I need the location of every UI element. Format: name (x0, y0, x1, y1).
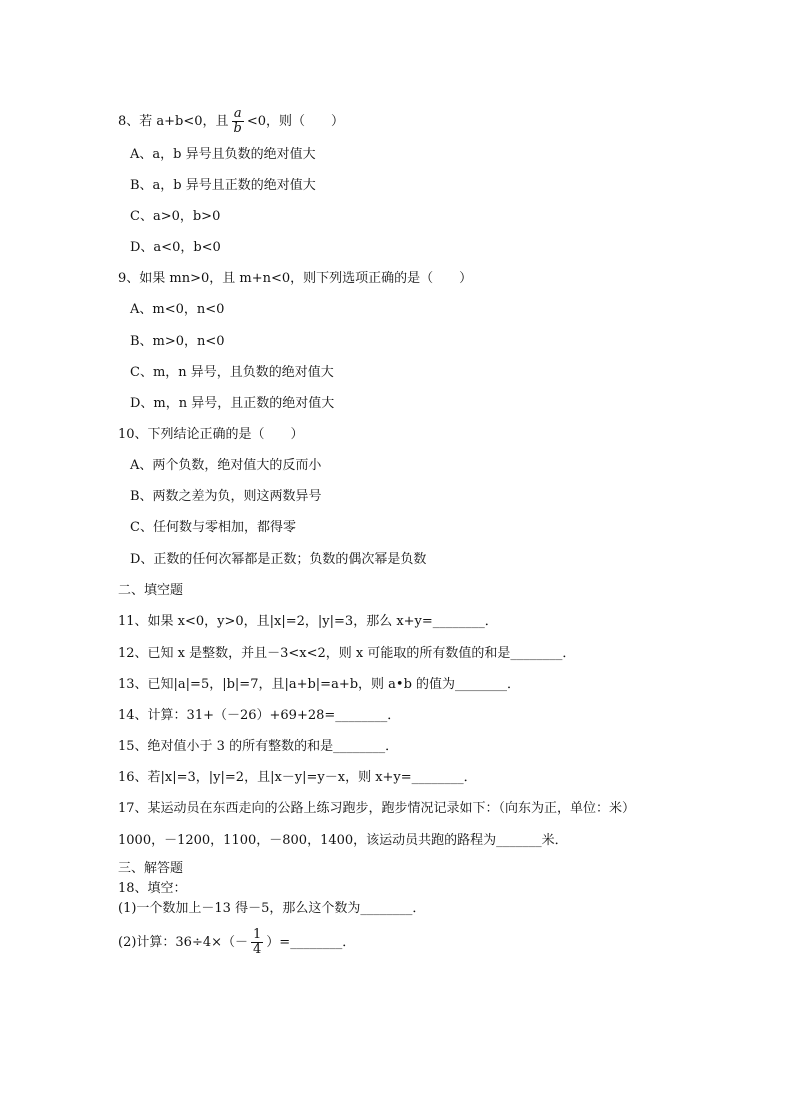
q9-option-b: B、m>0，n<0 (130, 334, 225, 349)
q9-option-c: C、m，n 异号，且负数的绝对值大 (130, 365, 334, 380)
q8-frac-denominator: b (233, 121, 242, 136)
q18-part1: (1)一个数加上－13 得－5，那么这个数为________． (118, 901, 426, 916)
q9-option-a: A、m<0，n<0 (130, 302, 225, 317)
q9-stem: 9、如果 mn>0，且 m+n<0，则下列选项正确的是（ ） (118, 271, 473, 286)
q18-fraction (251, 928, 263, 957)
q18-stem: 18、填空： (118, 881, 187, 896)
q16: 16、若|x|=3，|y|=2，且|x－y|=y－x，则 x+y=________． (118, 770, 477, 785)
q8-option-a: A、a，b 异号且负数的绝对值大 (130, 147, 316, 162)
q11: 11、如果 x<0，y>0，且|x|=2，|y|=3，那么 x+y=________． (118, 614, 498, 629)
section-answer-heading: 三、解答题 (118, 861, 184, 876)
q8-suffix: <0，则（ ） (246, 114, 345, 129)
q8-stem (118, 107, 344, 136)
q9-option-d: D、m，n 异号，且正数的绝对值大 (130, 396, 335, 411)
q18-part2-prefix: (2)计算：36÷4×（－ (118, 935, 249, 950)
q12: 12、已知 x 是整数，并且－3<x<2，则 x 可能取的所有数值的和是________． (118, 646, 576, 661)
section-fill-in-heading: 二、填空题 (118, 583, 184, 598)
q8-option-b: B、a，b 异号且正数的绝对值大 (130, 178, 316, 193)
q8-frac-numerator: a (232, 107, 244, 122)
q14: 14、计算：31+（－26）+69+28=________． (118, 708, 401, 723)
q10-option-b: B、两数之差为负，则这两数异号 (130, 489, 322, 504)
q18-frac-denominator: 4 (253, 942, 262, 957)
q10-option-c: C、任何数与零相加，都得零 (130, 520, 296, 535)
q10-option-a: A、两个负数，绝对值大的反而小 (130, 458, 322, 473)
q8-option-d: D、a<0，b<0 (130, 240, 221, 255)
q8-prefix: 8、若 a+b<0，且 (118, 114, 229, 129)
q17-line2: 1000，－1200，1100，－800，1400，该运动员共跑的路程为_______米． (118, 833, 568, 848)
q10-stem: 10、下列结论正确的是（ ） (118, 427, 304, 442)
q13: 13、已知|a|=5，|b|=7，且|a+b|=a+b，则 a•b 的值为________． (118, 677, 521, 692)
q18-frac-numerator: 1 (253, 927, 262, 942)
q15: 15、绝对值小于 3 的所有整数的和是________． (118, 739, 399, 754)
q17-line1: 17、某运动员在东西走向的公路上练习跑步，跑步情况记录如下：（向东为正，单位：米） (118, 801, 636, 816)
q8-fraction (232, 107, 244, 136)
q8-option-c: C、a>0，b>0 (130, 209, 221, 224)
q18-part2-suffix: ）=________． (266, 935, 356, 950)
q18-part2 (118, 928, 355, 957)
q10-option-d: D、正数的任何次幂都是正数；负数的偶次幂是负数 (130, 552, 427, 567)
